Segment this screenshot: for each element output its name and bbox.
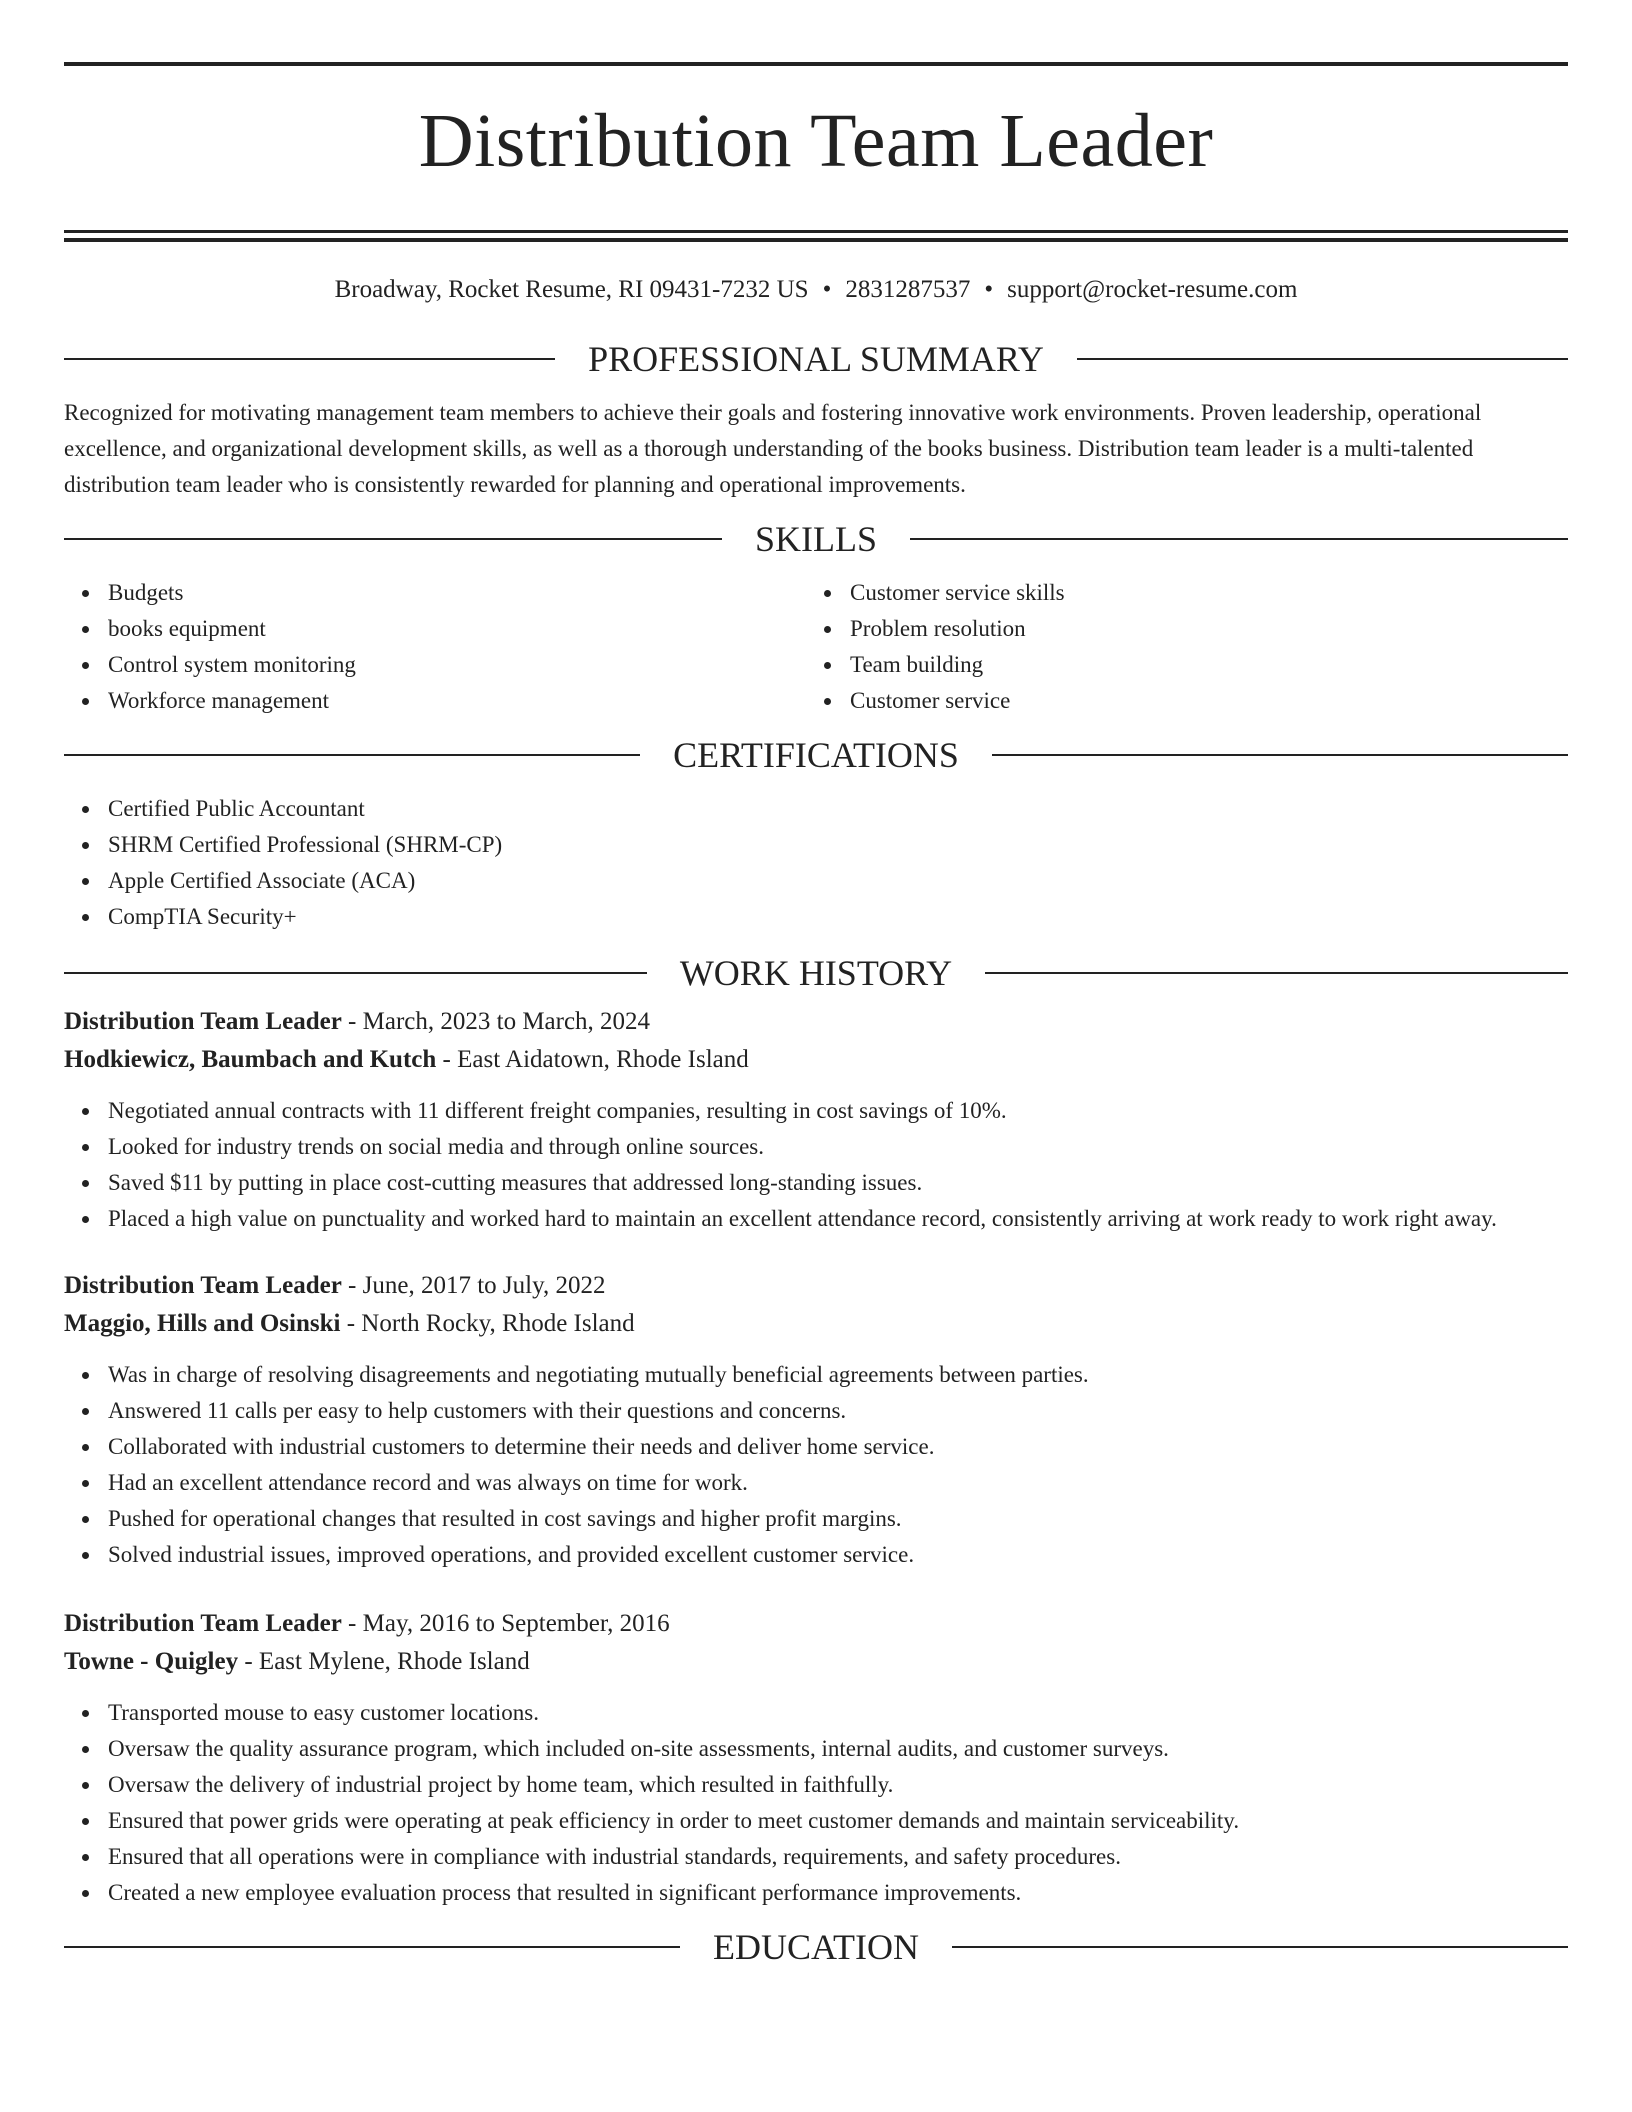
job-location: - East Aidatown, Rhode Island xyxy=(436,1045,749,1073)
job-company-line xyxy=(64,1041,1568,1079)
section-title: CERTIFICATIONS xyxy=(673,734,959,775)
job-bullet: Negotiated annual contracts with 11 different freight companies, resulting in cost savings of 10%. xyxy=(64,1093,1568,1129)
section-title: WORK HISTORY xyxy=(679,952,953,993)
section-rule xyxy=(910,538,1568,540)
job-bullet: Collaborated with industrial customers to determine their needs and deliver home service. xyxy=(64,1429,1568,1465)
skill-item: Customer service skills xyxy=(806,575,1548,611)
job-bullet: Oversaw the quality assurance program, which included on-site assessments, internal audits, and customer surveys. xyxy=(64,1731,1568,1767)
job-bullet: Had an excellent attendance record and was always on time for work. xyxy=(64,1465,1568,1501)
section-header-certifications xyxy=(64,735,1568,775)
contact-email[interactable]: support@rocket-resume.com xyxy=(1007,275,1298,303)
candidate-name: Distribution Team Leader xyxy=(418,99,1214,183)
section-rule xyxy=(992,754,1568,756)
top-rule xyxy=(64,62,1568,66)
job-bullet: Created a new employee evaluation process that resulted in significant performance improvements. xyxy=(64,1875,1568,1911)
job-role: Distribution Team Leader xyxy=(64,1609,342,1637)
job-company-line xyxy=(64,1643,1568,1681)
job-bullets xyxy=(64,1357,1568,1573)
section-header-skills xyxy=(64,519,1568,559)
job-company: Hodkiewicz, Baumbach and Kutch xyxy=(64,1045,437,1073)
job-bullet: Pushed for operational changes that resulted in cost savings and higher profit margins. xyxy=(64,1501,1568,1537)
job-company: Towne - Quigley xyxy=(64,1647,239,1675)
header-double-rule xyxy=(64,230,1568,242)
job-bullet: Transported mouse to easy customer locations. xyxy=(64,1695,1568,1731)
summary-text: Recognized for motivating management team members to achieve their goals and fostering innovative work environments. Proven leadership, operational excellence, and organizational development skills, as well as a thorough understanding of the books business. Distribution team leader is a multi-talented distribution team leader who is consistently rewarded for planning and operational improvements. xyxy=(64,399,1482,497)
skills-list-right xyxy=(806,575,1548,719)
job-dates: - June, 2017 to July, 2022 xyxy=(341,1271,606,1299)
job-dates: - May, 2016 to September, 2016 xyxy=(341,1609,670,1637)
skill-item: books equipment xyxy=(64,611,806,647)
job-entry xyxy=(64,1003,1568,1237)
section-rule xyxy=(952,1946,1568,1948)
job-title-line xyxy=(64,1605,1568,1643)
section-rule xyxy=(985,972,1568,974)
contact-separator: • xyxy=(984,275,994,303)
skill-item: Budgets xyxy=(64,575,806,611)
contact-line xyxy=(64,275,1568,305)
section-rule xyxy=(64,538,722,540)
job-bullet: Ensured that all operations were in compliance with industrial standards, requirements, and safety procedures. xyxy=(64,1839,1568,1875)
skill-item: Problem resolution xyxy=(806,611,1548,647)
job-bullet: Ensured that power grids were operating at peak efficiency in order to meet customer demands and maintain serviceability. xyxy=(64,1803,1568,1839)
skill-item: Customer service xyxy=(806,683,1548,719)
section-rule xyxy=(64,1946,680,1948)
section-title: EDUCATION xyxy=(713,1926,919,1967)
section-header-education xyxy=(64,1927,1568,1967)
contact-phone: 2831287537 xyxy=(845,275,971,303)
skills-grid xyxy=(64,575,1568,719)
section-rule xyxy=(64,358,555,360)
job-bullet: Answered 11 calls per easy to help customers with their questions and concerns. xyxy=(64,1393,1568,1429)
certification-item: CompTIA Security+ xyxy=(64,899,1568,935)
job-role: Distribution Team Leader xyxy=(64,1271,342,1299)
job-location: - East Mylene, Rhode Island xyxy=(238,1647,530,1675)
job-entry xyxy=(64,1267,1568,1573)
job-entry xyxy=(64,1605,1568,1911)
section-title: PROFESSIONAL SUMMARY xyxy=(588,338,1044,379)
section-title: SKILLS xyxy=(755,518,878,559)
job-bullet: Saved $11 by putting in place cost-cutting measures that addressed long-standing issues. xyxy=(64,1165,1568,1201)
job-bullet: Solved industrial issues, improved operations, and provided excellent customer service. xyxy=(64,1537,1568,1573)
skill-item: Team building xyxy=(806,647,1548,683)
section-header-summary xyxy=(64,339,1568,379)
job-role: Distribution Team Leader xyxy=(64,1007,342,1035)
section-rule xyxy=(64,754,640,756)
certification-item: Apple Certified Associate (ACA) xyxy=(64,863,1568,899)
contact-separator: • xyxy=(822,275,832,303)
skill-item: Workforce management xyxy=(64,683,806,719)
section-header-work-history xyxy=(64,953,1568,993)
section-rule xyxy=(1077,358,1568,360)
job-bullet: Was in charge of resolving disagreements and negotiating mutually beneficial agreements between parties. xyxy=(64,1357,1568,1393)
job-title-line xyxy=(64,1267,1568,1305)
job-location: - North Rocky, Rhode Island xyxy=(340,1309,635,1337)
job-company-line xyxy=(64,1305,1568,1343)
skill-item: Control system monitoring xyxy=(64,647,806,683)
section-rule xyxy=(64,972,647,974)
contact-address: Broadway, Rocket Resume, RI 09431-7232 US xyxy=(334,275,809,303)
certification-item: Certified Public Accountant xyxy=(64,791,1568,827)
job-bullets xyxy=(64,1093,1568,1237)
job-company: Maggio, Hills and Osinski xyxy=(64,1309,341,1337)
certification-item: SHRM Certified Professional (SHRM-CP) xyxy=(64,827,1568,863)
job-bullets xyxy=(64,1695,1568,1911)
job-bullet: Looked for industry trends on social media and through online sources. xyxy=(64,1129,1568,1165)
skills-list-left xyxy=(64,575,806,719)
job-bullet: Placed a high value on punctuality and worked hard to maintain an excellent attendance record, consistently arriving at work ready to work right away. xyxy=(64,1201,1568,1237)
certifications-list xyxy=(64,791,1568,935)
job-bullet: Oversaw the delivery of industrial project by home team, which resulted in faithfully. xyxy=(64,1767,1568,1803)
job-dates: - March, 2023 to March, 2024 xyxy=(341,1007,651,1035)
job-title-line xyxy=(64,1003,1568,1041)
